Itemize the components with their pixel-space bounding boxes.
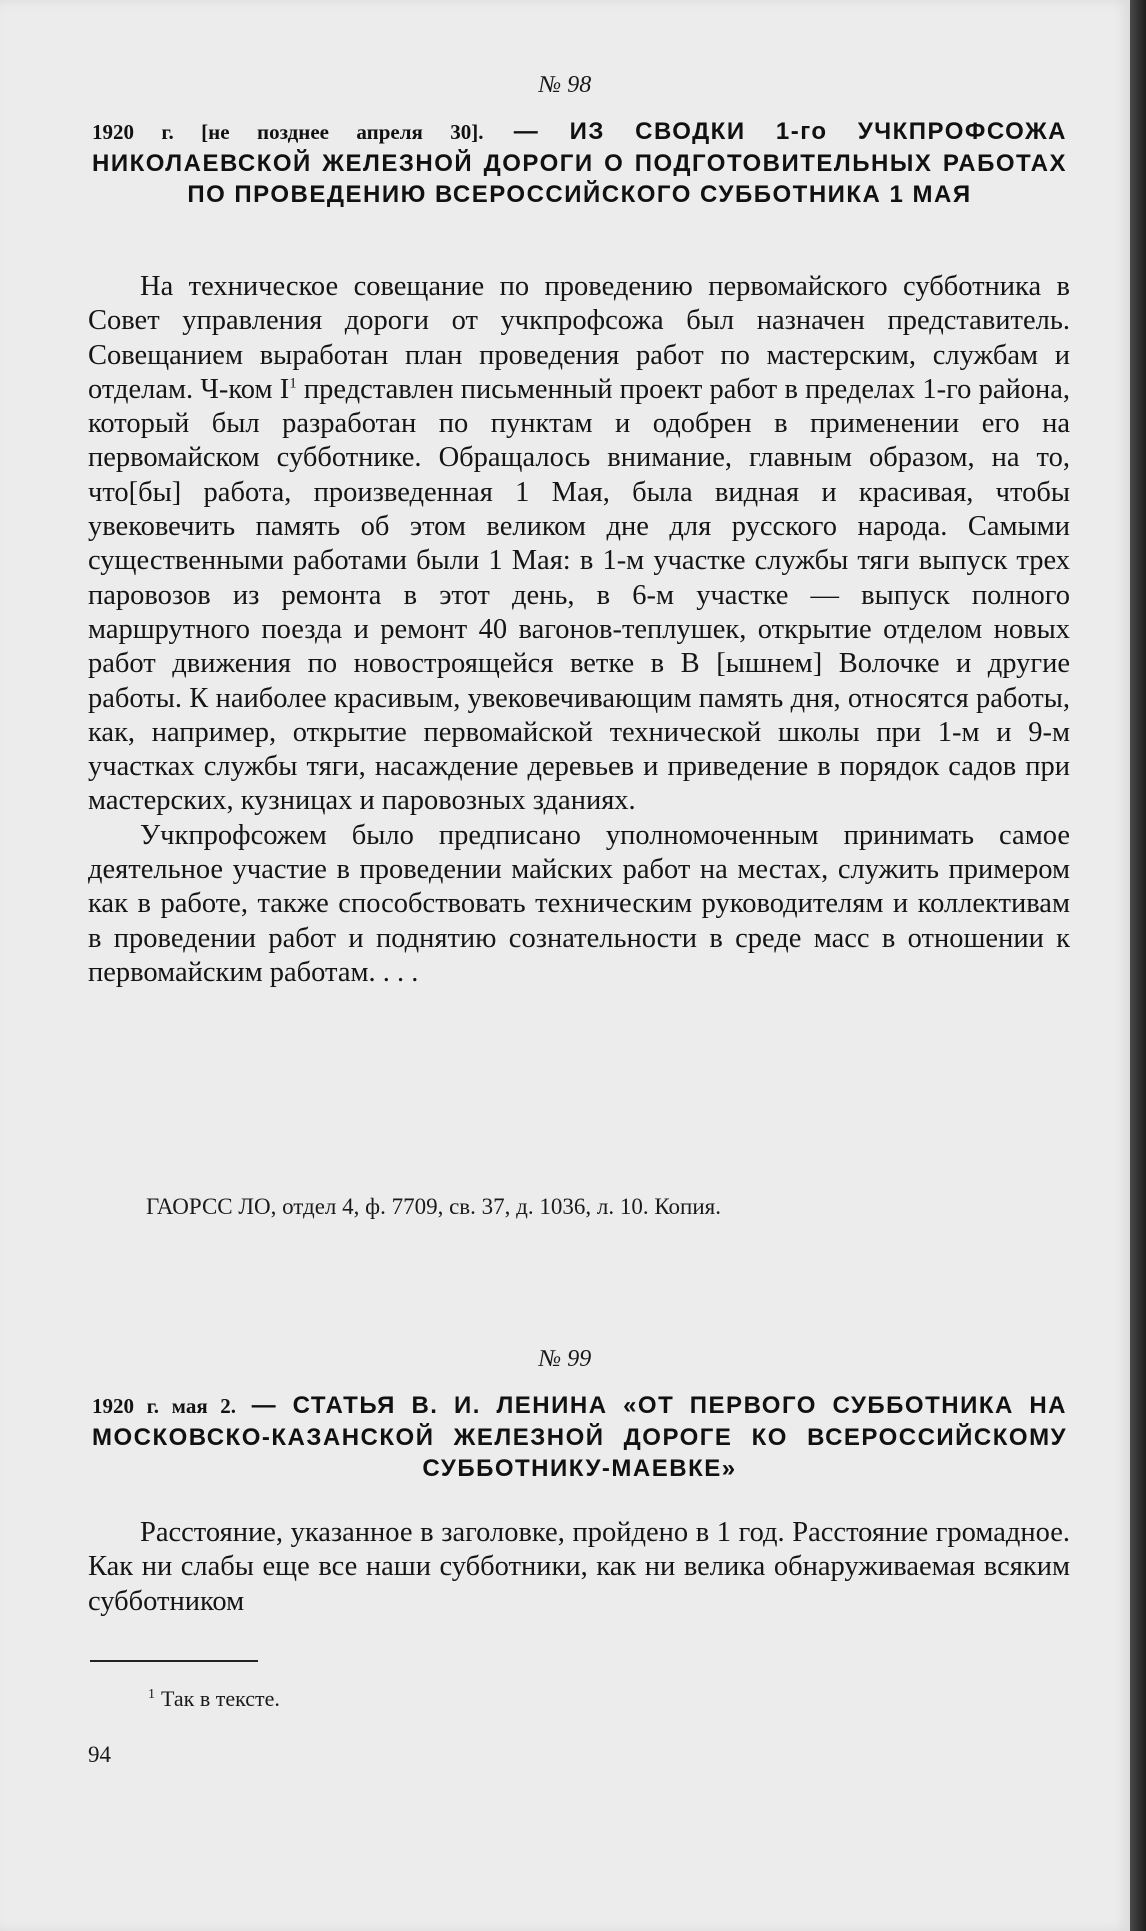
document-title-98: — ИЗ СВОДКИ 1-го УЧКПРОФСОЖА НИКОЛАЕВСКОЙ ЖЕЛЕЗНОЙ ДОРОГИ О ПОДГОТОВИТЕЛЬНЫХ РАБОТАХ ПО ПРОВЕДЕНИЮ ВСЕРОССИЙСКОГО СУББОТНИКА 1 МАЯ (92, 118, 1067, 208)
paragraph-1-text-b: представлен письменный проект работ в пределах 1-го района, который был разработан по пунктам и одобрен в применении его на первомайском субботнике. Обращалось внимание, главным образом, на то, что[бы] работа, произведенная 1 Мая, была видная и красивая, чтобы увековечить память об этом великом дне для русского народа. Самыми существенными работами были 1 Мая: в 1-м участке службы тяги выпуск трех паровозов из ремонта в этот день, в 6-м участке — выпуск полного маршрутного поезда и ремонт 40 вагонов-теплушек, открытие отделом новых работ движения по новостроящейся ветке в В [ышнем] Волочке и другие работы. К наиболее красивым, увековечивающим память дня, относятся работы, как, например, открытие первомайской технической школы при 1-м и 9-м участках службы тяги, насаждение деревьев и приведение в порядок садов при мастерских, кузницах и паровозных зданиях. (88, 373, 1070, 817)
document-body-98 (88, 270, 1070, 990)
document-number-99: № 99 (538, 1346, 592, 1372)
footnote-text: Так в тексте. (161, 1686, 280, 1711)
footnote-reference: 1 (289, 375, 297, 392)
paragraph-2: Учкпрофсожем было предписано уполномоченным принимать самое деятельное участие в проведении майских работ на местах, служить примером как в работе, также способствовать техническим руководителям и коллективам в проведении работ и поднятию сознательности в среде масс в отношении к первомайским работам. . . . (88, 819, 1070, 988)
scan-edge (1130, 0, 1146, 1931)
archive-source: ГАОРСС ЛО, отдел 4, ф. 7709, св. 37, д. 1036, л. 10. Копия. (146, 1194, 721, 1219)
document-heading-98 (92, 116, 1067, 210)
paragraph-1-text-a: На техническое совещание по проведению первомайского субботника в Совет управления дороги от учкпрофсожа был назначен представитель. Совещанием выработан план проведения работ по мастерским, службам и отделам. Ч-ком I (88, 271, 1070, 405)
document-date-98: 1920 г. [не позднее апреля 30]. (92, 120, 484, 144)
document-date-99: 1920 г. мая 2. (92, 1394, 237, 1418)
document-title-99: — СТАТЬЯ В. И. ЛЕНИНА «ОТ ПЕРВОГО СУББОТНИКА НА МОСКОВСКО-КАЗАНСКОЙ ЖЕЛЕЗНОЙ ДОРОГЕ КО ВСЕРОССИЙСКОМУ СУББОТНИКУ-МАЕВКЕ» (92, 1392, 1067, 1482)
footnote-divider (90, 1660, 258, 1662)
footnote-marker: 1 (148, 1686, 155, 1702)
paragraph-1: Расстояние, указанное в заголовке, пройдено в 1 год. Расстояние громадное. Как ни слабы еще все наши субботники, как ни велика обнаруживаемая всяким субботником (88, 1517, 1070, 1617)
document-body-99 (88, 1516, 1070, 1619)
document-number-98: № 98 (538, 72, 592, 98)
footnote (148, 1686, 280, 1712)
paragraph-1 (88, 270, 1070, 819)
document-heading-99 (92, 1390, 1067, 1484)
page-number: 94 (88, 1742, 111, 1767)
